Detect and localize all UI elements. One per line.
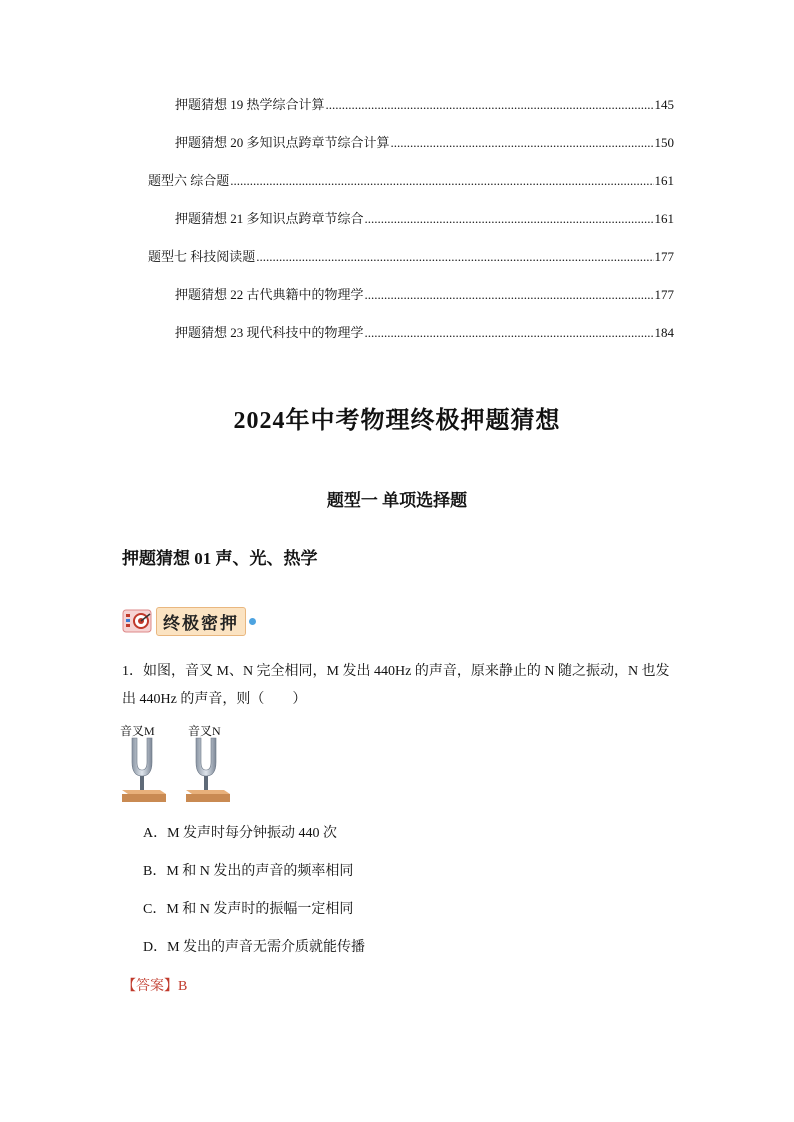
toc-leader-dots: [365, 211, 654, 227]
toc-leader-dots: [365, 325, 654, 341]
dot-icon: [249, 618, 256, 625]
toc-entry[interactable]: [148, 173, 674, 189]
fork-m-label: 音叉M: [120, 724, 155, 738]
option-b[interactable]: B．M 和 N 发出的声音的频率相同: [143, 864, 354, 879]
toc-entry-page: 161: [654, 173, 674, 188]
badge-label: 终极密押: [156, 607, 246, 636]
toc-entry-page: 184: [654, 325, 674, 340]
option-d[interactable]: D．M 发出的声音无需介质就能传播: [143, 940, 366, 955]
tuning-fork-figure: [120, 722, 240, 804]
toc-entry-page: 150: [654, 135, 674, 150]
toc-leader-dots: [326, 97, 654, 113]
option-c[interactable]: C．M 和 N 发声时的振幅一定相同: [143, 902, 354, 917]
toc-entry[interactable]: [175, 325, 674, 341]
tuning-fork-icon: [120, 722, 240, 804]
target-icon: [122, 606, 156, 636]
answer-line: [122, 975, 187, 995]
answer-value: B: [178, 979, 188, 994]
toc-entry[interactable]: [175, 211, 674, 227]
toc-entry-label: 题型六 综合题: [148, 173, 230, 188]
toc-leader-dots: [365, 287, 654, 303]
toc-leader-dots: [256, 249, 653, 265]
toc-leader-dots: [230, 173, 653, 189]
toc-entry-label: 题型七 科技阅读题: [148, 249, 256, 264]
fork-n-label: 音叉N: [188, 724, 221, 738]
toc-entry-label: 押题猜想 22 古代典籍中的物理学: [175, 287, 364, 302]
toc-entry[interactable]: [175, 287, 674, 303]
question-text: 1．如图，音叉 M、N 完全相同，M 发出 440Hz 的声音，原来静止的 N 随之振动，N 也发出 440Hz 的声音，则（ ）: [122, 664, 670, 707]
toc-entry[interactable]: [175, 135, 674, 151]
toc-entry-label: 押题猜想 23 现代科技中的物理学: [175, 325, 364, 340]
option-a[interactable]: A．M 发声时每分钟振动 440 次: [143, 826, 338, 841]
final-prediction-badge: [122, 606, 256, 636]
toc-entry-page: 177: [654, 287, 674, 302]
toc-entry-page: 177: [654, 249, 674, 264]
toc-entry-label: 押题猜想 20 多知识点跨章节综合计算: [175, 135, 390, 150]
toc-entry[interactable]: [148, 249, 674, 265]
section-title: 题型一 单项选择题: [326, 491, 468, 510]
answer-prefix: 【答案】: [122, 979, 178, 994]
main-title: 2024年中考物理终极押题猜想: [233, 408, 561, 434]
toc-leader-dots: [391, 135, 654, 151]
toc-entry[interactable]: [175, 97, 674, 113]
toc-entry-label: 押题猜想 21 多知识点跨章节综合: [175, 211, 364, 226]
sub-title: 押题猜想 01 声、光、热学: [122, 549, 318, 568]
toc-entry-label: 押题猜想 19 热学综合计算: [175, 97, 325, 112]
toc-entry-page: 145: [654, 97, 674, 112]
toc-entry-page: 161: [654, 211, 674, 226]
